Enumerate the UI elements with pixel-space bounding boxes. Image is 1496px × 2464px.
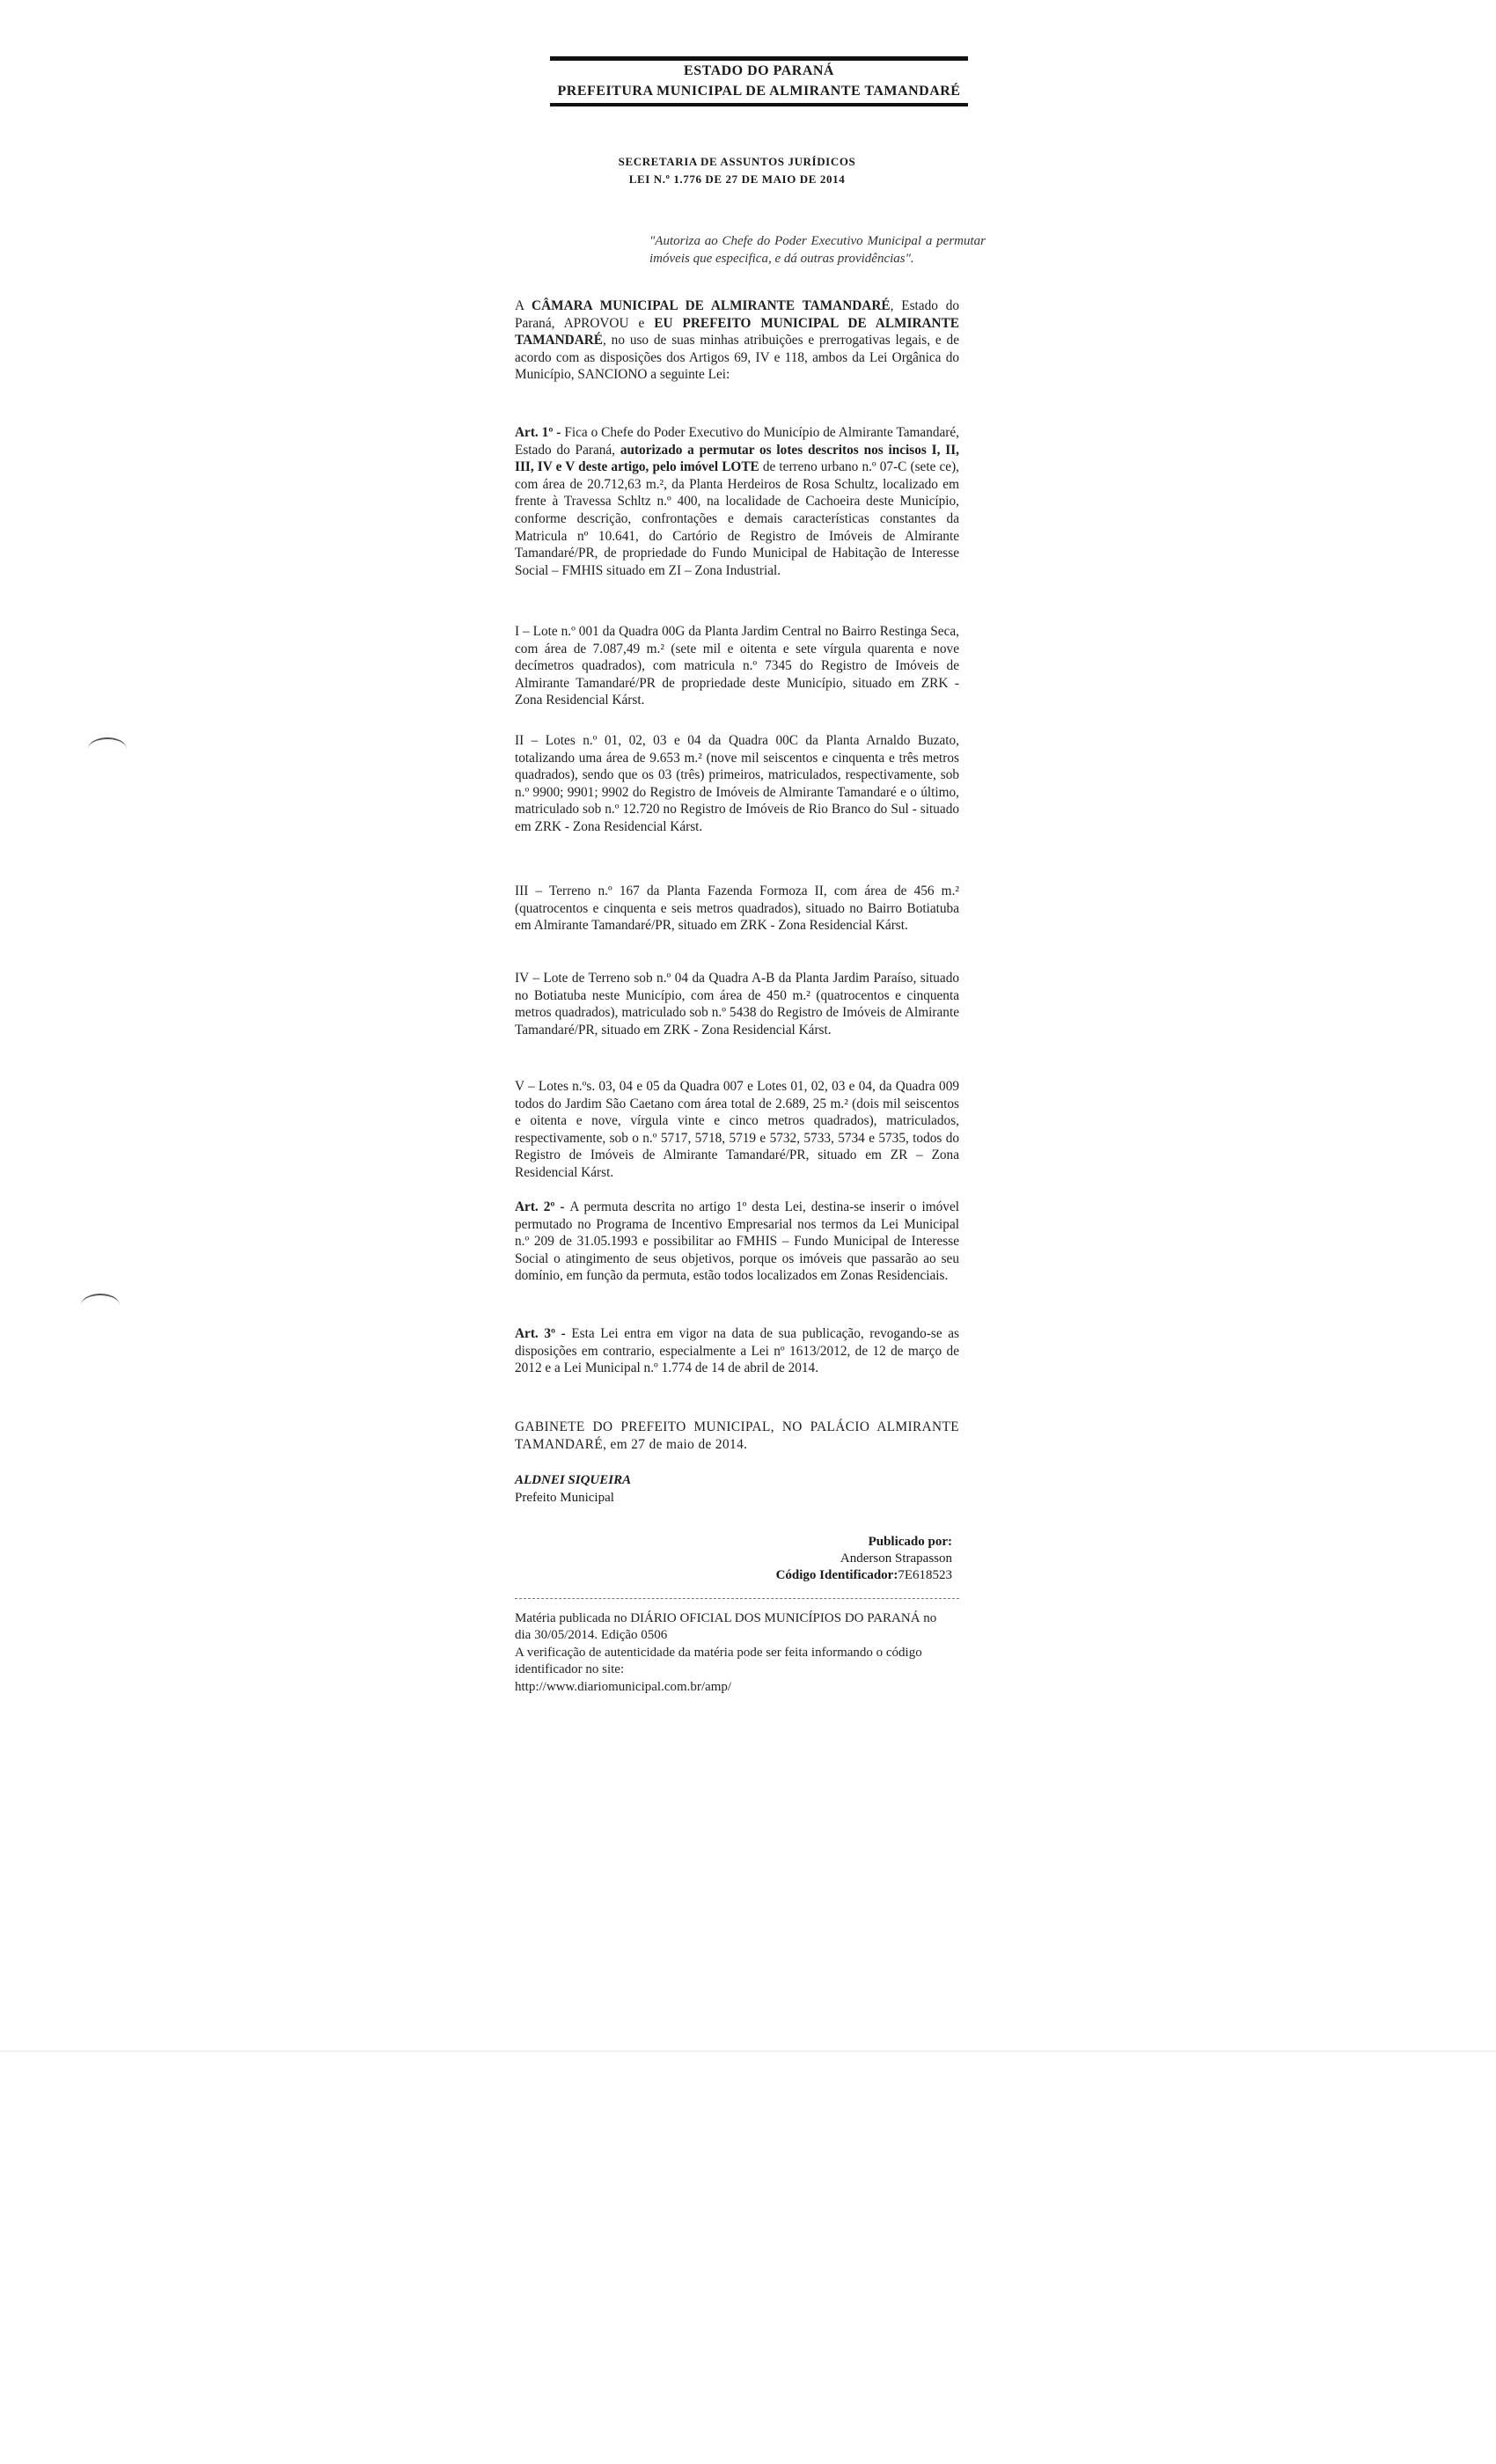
article-1	[515, 424, 959, 579]
publication-code	[776, 1567, 952, 1584]
preamble-camara: CÂMARA MUNICIPAL DE ALMIRANTE TAMANDARÉ	[532, 298, 891, 313]
publication-label: Publicado por:	[868, 1535, 952, 1549]
article-2-text: A permuta descrita no artigo 1º desta Lei, destina-se inserir o imóvel permutado no Programa de Incentivo Empresarial nos termos da Lei Municipal n.º 209 de 31.05.1993 e possibilitar ao FMHIS – Fundo Municipal de Interesse Social o atingimento de seus objetivos, porque os imóveis que passarão ao seu domínio, em função da permuta, estão todos localizados em Zonas Residenciais.	[515, 1199, 959, 1284]
inciso-iv: IV – Lote de Terreno sob n.º 04 da Quadra A-B da Planta Jardim Paraíso, situado no Botiatuba neste Município, com área de 450 m.² (quatrocentos e cinquenta metros quadrados), matriculado sob n.º 5438 do Registro de Imóveis de Almirante Tamandaré/PR, situado em ZRK - Zona Residencial Kárst.	[515, 971, 959, 1038]
signature-role: Prefeito Municipal	[515, 1491, 614, 1505]
epigraph: "Autoriza ao Chefe do Poder Executivo Municipal a permutar imóveis que especifica, e dá outras providências".	[649, 234, 986, 266]
footer-verification-note: A verificação de autenticidade da matéria pode ser feita informando o código identificador no site:	[515, 1646, 922, 1676]
lei-title: LEI N.º 1.776 DE 27 DE MAIO DE 2014	[628, 172, 846, 186]
footer-url: http://www.diariomunicipal.com.br/amp/	[515, 1680, 732, 1694]
article-2	[515, 1199, 959, 1285]
header-bottom-rule	[550, 103, 968, 106]
header-state: ESTADO DO PARANÁ	[684, 63, 834, 78]
scan-edge	[0, 2050, 1496, 2052]
footer-published-note: Matéria publicada no DIÁRIO OFICIAL DOS MUNICÍPIOS DO PARANÁ no dia 30/05/2014. Edição 0506	[515, 1611, 937, 1642]
header-top-rule	[550, 56, 968, 61]
publication-publisher: Anderson Strapasson	[840, 1551, 952, 1566]
inciso-i: I – Lote n.º 001 da Quadra 00G da Planta Jardim Central no Bairro Restinga Seca, com área de 7.087,49 m.² (sete mil e oitenta e sete vírgula quarenta e nove decímetros quadrados), com matricula n.º 7345 do Registro de Imóveis de Almirante Tamandaré/PR de propriedade deste Município, situado em ZRK - Zona Residencial Kárst.	[515, 624, 959, 708]
binder-hole-mark-bottom	[81, 1294, 120, 1316]
preamble-text-2: , Estado do Paraná, APROVOU e	[515, 298, 960, 331]
article-1-text-2: de terreno urbano n.º 07-C (sete ce), com área de 20.712,63 m.², da Planta Herdeiros de Rosa Schultz, localizado em frente à Travessa Schltz n.º 400, na localidade de Cachoeira deste Município, conforme descrição, confrontações e demais características constantes da Matricula nº 10.641, do Cartório de Registro de Imóveis de Almirante Tamandaré/PR, de propriedade do Fundo Municipal de Habitação de Interesse Social – FMHIS situado em ZI – Zona Industrial.	[515, 459, 959, 578]
article-2-label: Art. 2º -	[515, 1199, 570, 1214]
inciso-ii: II – Lotes n.º 01, 02, 03 e 04 da Quadra 00C da Planta Arnaldo Buzato, totalizando uma área de 9.653 m.² (nove mil seiscentos e cinquenta e três metros quadrados), sendo que os 03 (três) primeiros, matriculados, respectivamente, sob n.º 9900; 9901; 9902 do Registro de Imóveis de Almirante Tamandaré e o último, matriculado sob n.º 12.720 no Registro de Imóveis de Rio Branco do Sul - situado em ZRK - Zona Residencial Kárst.	[515, 733, 959, 834]
article-1-text-1: Fica o Chefe do Poder Executivo do Município de Almirante Tamandaré, Estado do Paraná,	[515, 425, 959, 458]
inciso-iii: III – Terreno n.º 167 da Planta Fazenda Formoza II, com área de 456 m.² (quatrocentos e cinquenta e seis metros quadrados), situado no Bairro Botiatuba em Almirante Tamandaré/PR, situado em ZRK - Zona Residencial Kárst.	[515, 884, 959, 934]
preamble-text-3: , no uso de suas minhas atribuições e prerrogativas legais, e de acordo com as disposições dos Artigos 69, IV e 118, ambos da Lei Orgânica do Município, SANCIONO a seguinte Lei:	[515, 333, 959, 383]
article-3-label: Art. 3º -	[515, 1326, 572, 1341]
publication-code-label: Código Identificador:	[775, 1568, 898, 1582]
preamble-prefeito: EU PREFEITO MUNICIPAL DE ALMIRANTE TAMANDARÉ	[515, 315, 959, 348]
publication-code-value: 7E618523	[898, 1568, 952, 1582]
binder-hole-mark-top	[88, 737, 127, 760]
secretaria-title: SECRETARIA DE ASSUNTOS JURÍDICOS	[618, 155, 856, 168]
signature-name: ALDNEI SIQUEIRA	[515, 1473, 632, 1487]
article-1-bold: autorizado a permutar os lotes descritos nos incisos I, II, III, IV e V deste artigo, pelo imóvel LOTE	[515, 442, 959, 475]
preamble-text-1: A	[515, 298, 532, 313]
footer-divider	[515, 1598, 959, 1599]
article-3-text: Esta Lei entra em vigor na data de sua publicação, revogando-se as disposições em contrario, especialmente a Lei nº 1613/2012, de 12 de março de 2012 e a Lei Municipal n.º 1.774 de 14 de abril de 2014.	[515, 1326, 959, 1376]
gabinete-closing: GABINETE DO PREFEITO MUNICIPAL, NO PALÁCIO ALMIRANTE TAMANDARÉ, em 27 de maio de 2014.	[515, 1419, 959, 1452]
inciso-v: V – Lotes n.ºs. 03, 04 e 05 da Quadra 007 e Lotes 01, 02, 03 e 04, da Quadra 009 todos do Jardim São Caetano com área total de 2.689, 25 m.² (dois mil seiscentos e oitenta e nove, vírgula vinte e cinco metros quadrados), matriculados, respectivamente, sob o n.º 5717, 5718, 5719 e 5732, 5733, 5734 e 5735, todos do Registro de Imóveis de Almirante Tamandaré/PR, situado em ZR – Zona Residencial Kárst.	[515, 1079, 959, 1180]
preamble	[515, 297, 959, 384]
article-3	[515, 1325, 959, 1377]
article-1-label: Art. 1º -	[515, 425, 565, 440]
header-prefeitura: PREFEITURA MUNICIPAL DE ALMIRANTE TAMANDARÉ	[557, 84, 961, 99]
